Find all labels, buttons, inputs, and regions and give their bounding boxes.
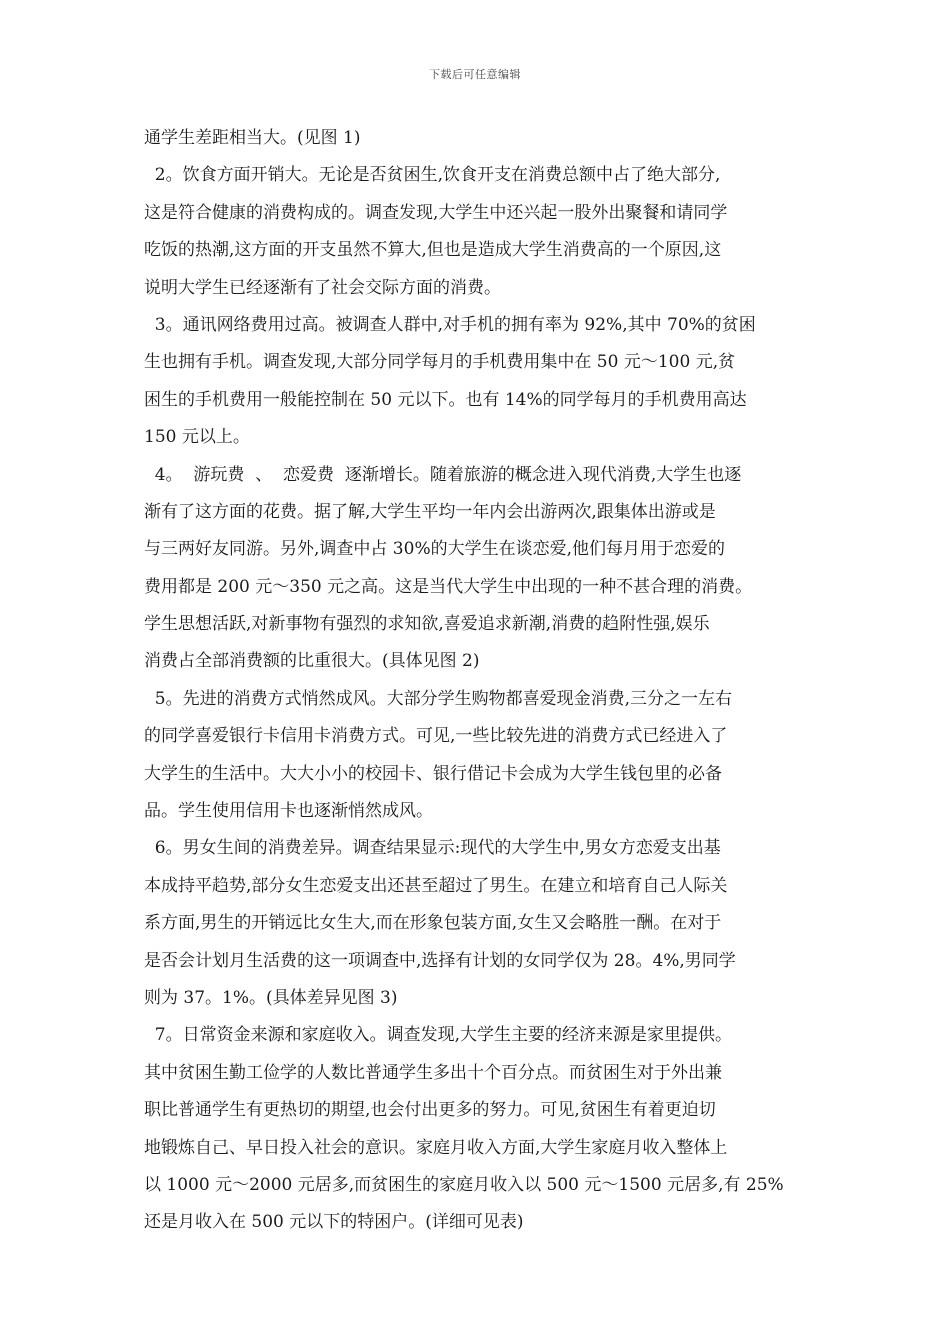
text-line: 6。男女生间的消费差异。调查结果显示:现代的大学生中,男女方恋爱支出基 (144, 838, 721, 859)
text-line: 地锻炼自己、早日投入社会的意识。家庭月收入方面,大学生家庭月收入整体上 (144, 1137, 728, 1158)
text-line: 本成持平趋势,部分女生恋爱支出还甚至超过了男生。在建立和培育自己人际关 (144, 875, 728, 896)
text-line: 150 元以上。 (144, 427, 250, 448)
text-line: 费用都是 200 元～350 元之高。这是当代大学生中出现的一种不甚合理的消费。 (144, 576, 753, 597)
text-line: 系方面,男生的开销远比女生大,而在形象包装方面,女生又会略胜一酬。在对于 (144, 913, 722, 934)
text-line: 7。日常资金来源和家庭收入。调查发现,大学生主要的经济来源是家里提供。 (144, 1025, 733, 1046)
text-line: 渐有了这方面的花费。据了解,大学生平均一年内会出游两次,跟集体出游或是 (144, 501, 716, 522)
text-line: 吃饭的热潮,这方面的开支虽然不算大,但也是造成大学生消费高的一个原因,这 (144, 240, 722, 261)
text-line: 3。通讯网络费用过高。被调查人群中,对手机的拥有率为 92%,其中 70%的贫困 (144, 314, 756, 335)
text-line: 职比普通学生有更热切的期望,也会付出更多的努力。可见,贫困生有着更迫切 (144, 1100, 716, 1121)
body-text (144, 120, 808, 1242)
text-line: 大学生的生活中。大大小小的校园卡、银行借记卡会成为大学生钱包里的必备 (144, 763, 722, 784)
text-line: 说明大学生已经逐渐有了社会交际方面的消费。 (144, 277, 501, 298)
text-line: 4。 游玩费 、 恋爱费 逐渐增长。随着旅游的概念进入现代消费,大学生也逐 (144, 464, 742, 485)
text-line: 品。学生使用信用卡也逐渐悄然成风。 (144, 801, 433, 822)
text-line: 还是月收入在 500 元以下的特困户。(详细可见表) (144, 1212, 524, 1233)
text-line: 是否会计划月生活费的这一项调查中,选择有计划的女同学仅为 28。4%,男同学 (144, 950, 736, 971)
text-line: 5。先进的消费方式悄然成风。大部分学生购物都喜爱现金消费,三分之一左右 (144, 688, 733, 709)
page-header: 下载后可任意编辑 (429, 68, 521, 81)
text-line: 以 1000 元～2000 元居多,而贫困生的家庭月收入以 500 元～1500 元居多,有 25% (144, 1174, 784, 1195)
text-line: 这是符合健康的消费构成的。调查发现,大学生中还兴起一股外出聚餐和请同学 (144, 202, 728, 223)
text-line: 的同学喜爱银行卡信用卡消费方式。可见,一些比较先进的消费方式已经进入了 (144, 726, 728, 747)
text-line: 其中贫困生勤工俭学的人数比普通学生多出十个百分点。而贫困生对于外出兼 (144, 1062, 722, 1083)
text-line: 困生的手机费用一般能控制在 50 元以下。也有 14%的同学每月的手机费用高达 (144, 389, 747, 410)
text-line: 则为 37。1%。(具体差异见图 3) (144, 987, 398, 1008)
text-line: 2。饮食方面开销大。无论是否贫困生,饮食开支在消费总额中占了绝大部分, (144, 165, 721, 186)
text-line: 通学生差距相当大。(见图 1) (144, 128, 361, 148)
text-line: 与三两好友同游。另外,调查中占 30%的大学生在谈恋爱,他们每月用于恋爱的 (144, 539, 725, 560)
text-line: 消费占全部消费额的比重很大。(具体见图 2) (144, 651, 480, 672)
text-line: 生也拥有手机。调查发现,大部分同学每月的手机费用集中在 50 元～100 元,贫 (144, 352, 736, 373)
text-line: 学生思想活跃,对新事物有强烈的求知欲,喜爱追求新潮,消费的趋附性强,娱乐 (144, 614, 710, 635)
